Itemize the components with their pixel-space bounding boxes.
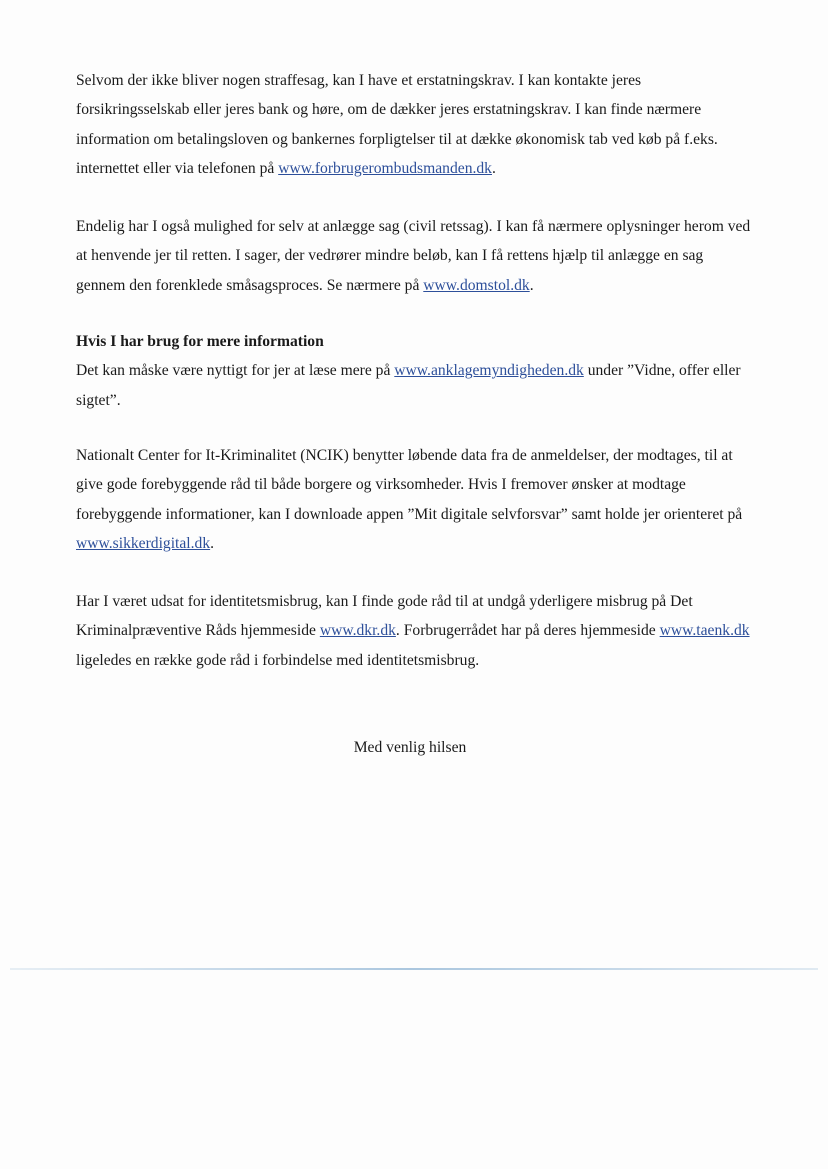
paragraph-compensation	[76, 66, 756, 183]
paragraph-text: . Forbrugerrådet har på deres hjemmeside	[395, 622, 660, 640]
paragraph-ncik	[76, 441, 756, 558]
paragraph-text: Endelig har I også mulighed for selv at anlægge sag (civil retssag). I kan få nærmere oplysninger herom ved at henvende jer til retten. I sager, der vedrører mindre beløb, kan I få rettens hjælp til anlægge en sag gennem den forenklede småsagsproces. Se nærmere på	[76, 218, 751, 294]
closing-greeting: Med venlig hilsen	[353, 739, 467, 756]
paragraph-more-info	[76, 327, 756, 415]
paragraph-text: Selvom der ikke bliver nogen straffesag, kan I have et erstatningskrav. I kan kontakte jeres forsikringsselskab eller jeres bank og høre, om de dækker jeres erstatningskrav. I kan finde nærmere information om betalingsloven og bankernes forpligtelser til at dække økonomisk tab ved køb på f.eks. internettet eller via telefonen på	[76, 72, 718, 177]
paragraph-text: Nationalt Center for It-Kriminalitet (NCIK) benytter løbende data fra de anmeldelser, der modtages, til at give gode forebyggende råd til både borgere og virksomheder. Hvis I fremover ønsker at modtage forebyggende informationer, kan I downloade appen ”Mit digitale selvforsvar” samt holde jer orienteret på	[76, 447, 743, 523]
paragraph-text: .	[491, 159, 496, 177]
link-domstol[interactable]: www.domstol.dk	[423, 276, 530, 294]
link-dkr[interactable]: www.dkr.dk	[319, 622, 396, 640]
link-sikkerdigital[interactable]: www.sikkerdigital.dk	[76, 534, 211, 552]
section-heading: Hvis I har brug for mere information	[76, 333, 324, 350]
paragraph-text: ligeledes en række gode råd i forbindelse med identitetsmisbrug.	[76, 651, 480, 669]
paragraph-text: Har I været udsat for identitetsmisbrug, kan I finde gode råd til at undgå yderligere misbrug på Det Kriminalpræventive Råds hjemmeside	[76, 593, 693, 640]
paragraph-civil-case	[76, 212, 756, 300]
scan-fold-line	[10, 968, 818, 970]
paragraph-text: under ”Vidne, offer eller sigtet”.	[76, 362, 741, 409]
link-taenk[interactable]: www.taenk.dk	[659, 622, 750, 640]
link-forbrugerombudsmanden[interactable]: www.forbrugerombudsmanden.dk	[278, 159, 492, 177]
paragraph-text: .	[210, 534, 215, 552]
paragraph-text: .	[529, 276, 534, 294]
paragraph-identity-misuse	[76, 587, 756, 675]
link-anklagemyndigheden[interactable]: www.anklagemyndigheden.dk	[394, 362, 584, 380]
paragraph-text: Det kan måske være nyttigt for jer at læse mere på	[76, 362, 395, 380]
